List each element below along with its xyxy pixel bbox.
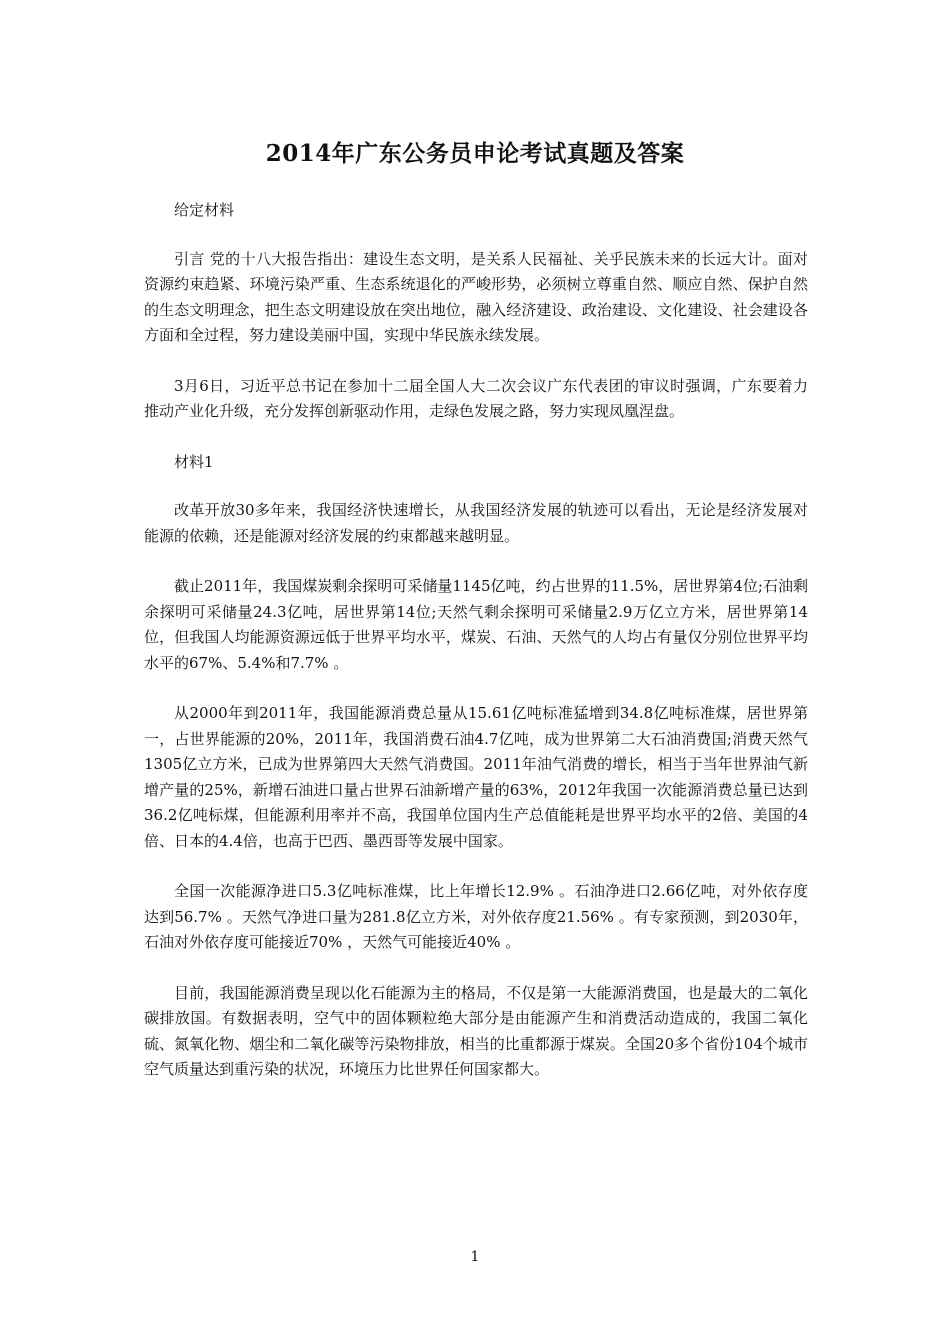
section-heading-given-materials: 给定材料 bbox=[174, 201, 235, 219]
paragraph-imports: 全国一次能源净进口5.3亿吨标准煤，比上年增长12.9% 。石油净进口2.66亿吨，对外依存度达到56.7% 。天然气净进口量为281.8亿立方米，对外依存度21.56% 。有专家预测，到2030年，石油对外依存度可能接近70% ，天然气可能接近40% 。 bbox=[144, 882, 808, 951]
paragraph-reform: 改革开放30多年来，我国经济快速增长，从我国经济发展的轨迹可以看出，无论是经济发展对能源的依赖，还是能源对经济发展的约束都越来越明显。 bbox=[144, 501, 808, 545]
page-number: 1 bbox=[470, 1249, 480, 1265]
paragraph-introduction: 引言 党的十八大报告指出：建设生态文明，是关系人民福祉、关乎民族未来的长远大计。面对资源约束趋紧、环境污染严重、生态系统退化的严峻形势，必须树立尊重自然、顺应自然、保护自然的生态文明理念，把生态文明建设放在突出地位，融入经济建设、政治建设、文化建设、社会建设各方面和全过程，努力建设美丽中国，实现中华民族永续发展。 bbox=[144, 249, 808, 344]
paragraph-reserves: 截止2011年，我国煤炭剩余探明可采储量1145亿吨，约占世界的11.5%，居世界第4位;石油剩余探明可采储量24.3亿吨，居世界第14位;天然气剩余探明可采储量2.9万亿立方米，居世界第14位，但我国人均能源资源远低于世界平均水平，煤炭、石油、天然气的人均占有量仅分别位世界平均水平的67%、5.4%和7.7% 。 bbox=[144, 577, 808, 672]
section-heading-material-1: 材料1 bbox=[174, 452, 214, 471]
document-body bbox=[144, 198, 808, 1108]
paragraph-emissions: 目前，我国能源消费呈现以化石能源为主的格局，不仅是第一大能源消费国，也是最大的二氧化碳排放国。有数据表明，空气中的固体颗粒绝大部分是由能源产生和消费活动造成的，我国二氧化硫、氮氧化物、烟尘和二氧化碳等污染物排放，相当的比重都源于煤炭。全国20多个省份104个城市空气质量达到重污染的状况，环境压力比世界任何国家都大。 bbox=[144, 983, 808, 1078]
paragraph-consumption: 从2000年到2011年，我国能源消费总量从15.61亿吨标准猛增到34.8亿吨标准煤，居世界第一，占世界能源的20%，2011年，我国消费石油4.7亿吨，成为世界第二大石油消费国;消费天然气1305亿立方米，已成为世界第四大天然气消费国。2011年油气消费的增长，相当于当年世界油气新增产量的25%，新增石油进口量占世界石油新增产量的63%，2012年我国一次能源消费总量已达到36.2亿吨标煤，但能源利用率并不高，我国单位国内生产总值能耗是世界平均水平的2倍、美国的4倍、日本的4.4倍，也高于巴西、墨西哥等发展中国家。 bbox=[144, 704, 808, 850]
paragraph-march-6: 3月6日，习近平总书记在参加十二届全国人大二次会议广东代表团的审议时强调，广东要着力推动产业化升级，充分发挥创新驱动作用，走绿色发展之路，努力实现凤凰涅盘。 bbox=[144, 376, 808, 420]
document-title: 2014年广东公务员申论考试真题及答案 bbox=[265, 140, 685, 167]
